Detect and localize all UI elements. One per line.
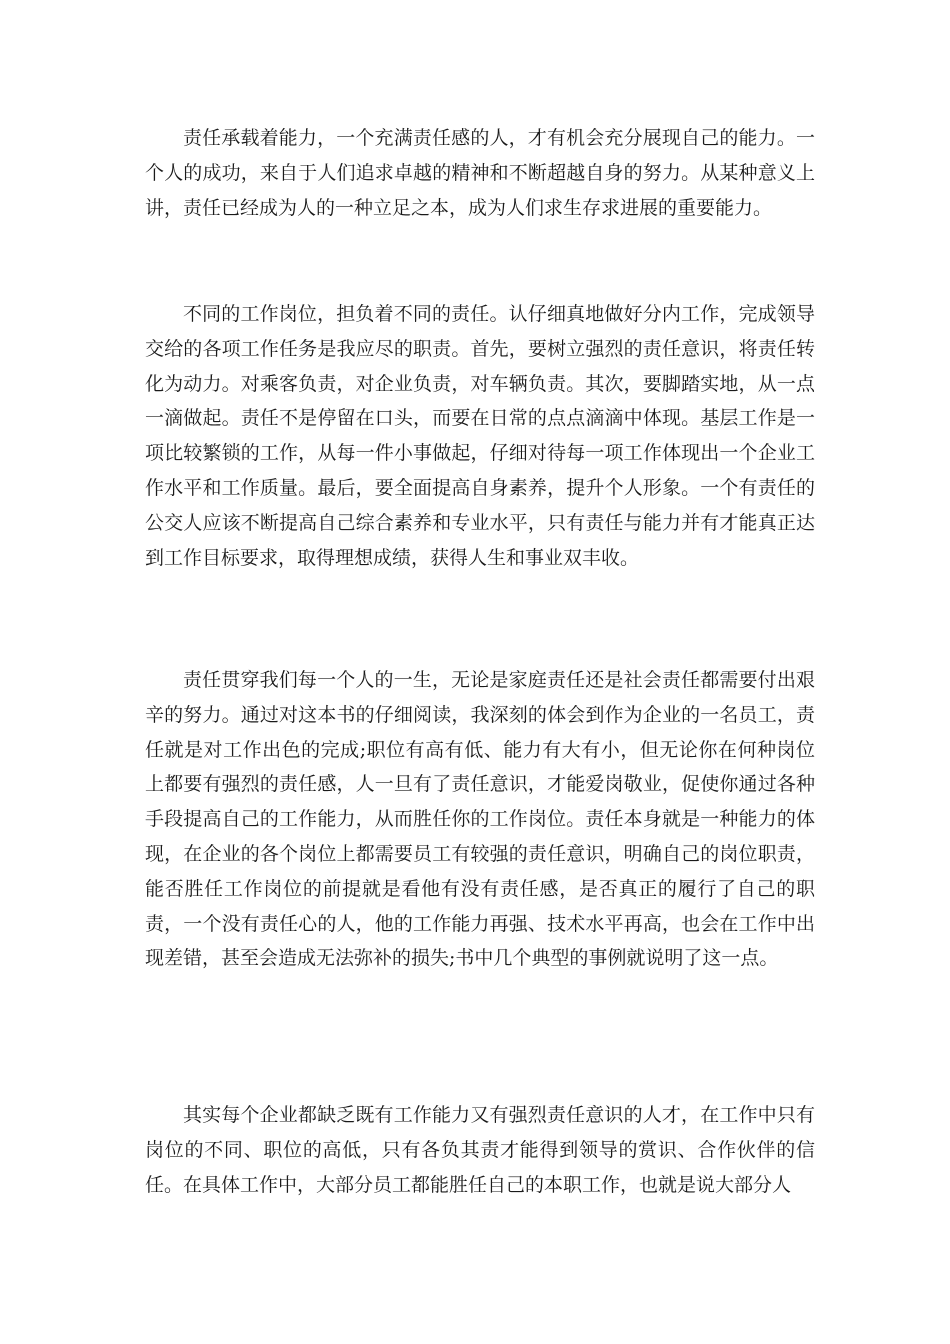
paragraph-3: 责任贯穿我们每一个人的一生，无论是家庭责任还是社会责任都需要付出艰辛的努力。通过对这本书的仔细阅读，我深刻的体会到作为企业的一名员工，责任就是对工作出色的完成;职位有高有低、能力有大有小，但无论你在何种岗位上都要有强烈的责任感，人一旦有了责任意识，才能爱岗敬业，促使你通过各种手段提高自己的工作能力，从而胜任你的工作岗位。责任本身就是一种能力的体现，在企业的各个岗位上都需要员工有较强的责任意识，明确自己的岗位职责，能否胜任工作岗位的前提就是看他有没有责任感，是否真正的履行了自己的职责，一个没有责任心的人，他的工作能力再强、技术水平再高，也会在工作中出现差错，甚至会造成无法弥补的损失;书中几个典型的事例就说明了这一点。	[145, 669, 815, 970]
paragraph-1: 责任承载着能力，一个充满责任感的人，才有机会充分展现自己的能力。一个人的成功，来自于人们追求卓越的精神和不断超越自身的努力。从某种意义上讲，责任已经成为人的一种立足之本，成为人们求生存求进展的重要能力。	[145, 127, 815, 219]
paragraph-2: 不同的工作岗位，担负着不同的责任。认仔细真地做好分内工作，完成领导交给的各项工作任务是我应尽的职责。首先，要树立强烈的责任意识，将责任转化为动力。对乘客负责，对企业负责，对车辆负责。其次，要脚踏实地，从一点一滴做起。责任不是停留在口头，而要在日常的点点滴滴中体现。基层工作是一项比较繁锁的工作，从每一件小事做起，仔细对待每一项工作体现出一个企业工作水平和工作质量。最后，要全面提高自身素养，提升个人形象。一个有责任的公交人应该不断提高自己综合素养和专业水平，只有责任与能力并有才能真正达到工作目标要求，取得理想成绩，获得人生和事业双丰收。	[145, 303, 815, 569]
paragraph-4: 其实每个企业都缺乏既有工作能力又有强烈责任意识的人才，在工作中只有岗位的不同、职位的高低，只有各负其责才能得到领导的赏识、合作伙伴的信任。在具体工作中，大部分员工都能胜任自己的本职工作，也就是说大部分人	[145, 1104, 815, 1196]
